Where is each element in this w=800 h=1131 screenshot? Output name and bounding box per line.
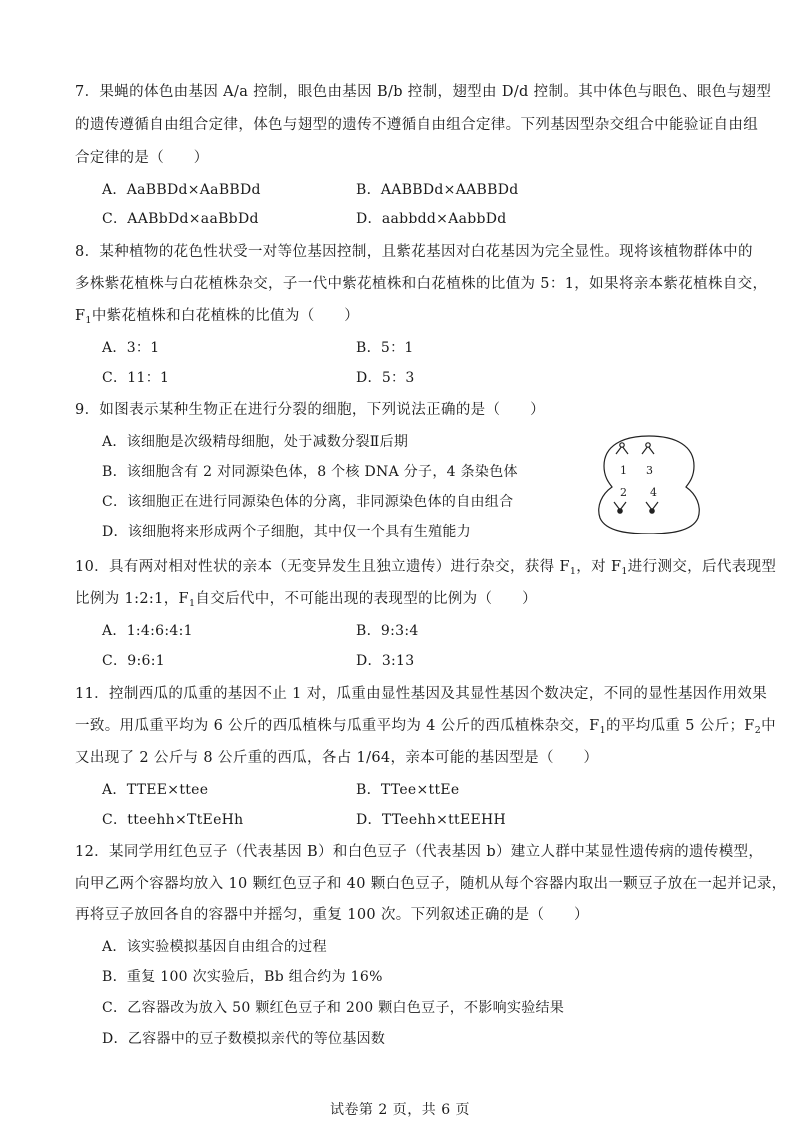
q10-option-d[interactable]: D．3:13	[356, 653, 415, 669]
chromosome-2	[614, 502, 626, 513]
q7-option-c[interactable]: C．AABbDd×aaBbDd	[102, 211, 259, 227]
chromosome-label-4: 4	[650, 486, 657, 499]
q11-stem-line2: 一致。用瓜重平均为 6 公斤的西瓜植株与瓜重平均为 4 公斤的西瓜植株杂交，$F_1$的平均瓜重 5 公斤；$F_2$中	[75, 718, 776, 736]
q12-stem-line2: 向甲乙两个容器均放入 10 颗红色豆子和 40 颗白色豆子，随机从每个容器内取出一颗豆子放在一起并记录，	[75, 876, 787, 892]
q11-option-c[interactable]: C．tteehh×TtEeHh	[102, 812, 244, 828]
q12-option-a[interactable]: A．该实验模拟基因自由组合的过程	[102, 939, 327, 955]
cell-membrane	[599, 436, 700, 534]
page-footer: 试卷第 2 页，共 6 页	[329, 1102, 471, 1118]
q12-stem-line3: 再将豆子放回各自的容器中并摇匀，重复 100 次。下列叙述正确的是（ ）	[75, 907, 589, 923]
chromosome-3	[642, 443, 654, 454]
q8-option-b[interactable]: B．5：1	[356, 340, 414, 356]
dividing-cell-figure	[594, 432, 704, 534]
q10-stem-line1: 10．具有两对相对性状的亲本（无变异发生且独立遗传）进行杂交，获得 $F_1$，对 $F_1$进行测交，后代表现型	[75, 559, 777, 577]
q8-option-c[interactable]: C．11：1	[102, 370, 170, 386]
q9-option-d[interactable]: D．该细胞将来形成两个子细胞，其中仅一个具有生殖能力	[102, 524, 472, 540]
q11-stem-line1: 11．控制西瓜的瓜重的基因不止 1 对，瓜重由显性基因及其显性基因个数决定，不同的显性基因作用效果	[75, 686, 768, 702]
q11-option-d[interactable]: D．TTeehh×ttEEHH	[356, 812, 507, 828]
q11-option-b[interactable]: B．TTee×ttEe	[356, 782, 460, 798]
q11-stem-line3: 又出现了 2 公斤与 8 公斤重的西瓜，各占 1/64，亲本可能的基因型是（ ）	[75, 750, 599, 766]
q8-stem-line2: 多株紫花植株与白花植株杂交，子一代中紫花植株和白花植株的比值为 5：1，如果将亲本紫花植株自交，	[75, 276, 768, 292]
q10-option-c[interactable]: C．9:6:1	[102, 653, 165, 669]
q9-option-a[interactable]: A．该细胞是次级精母细胞，处于减数分裂Ⅱ后期	[102, 434, 409, 450]
q8-option-d[interactable]: D．5：3	[356, 370, 415, 386]
chromosome-label-2: 2	[620, 486, 627, 499]
q7-stem-line3: 合定律的是（ ）	[75, 150, 209, 166]
q10-option-b[interactable]: B．9:3:4	[356, 623, 419, 639]
q12-option-d[interactable]: D．乙容器中的豆子数模拟亲代的等位基因数	[102, 1031, 386, 1047]
q8-stem-line3: $F_1$中紫花植株和白花植株的比值为（ ）	[75, 308, 360, 326]
q11-option-a[interactable]: A．TTEE×ttee	[102, 782, 209, 798]
chromosome-label-3: 3	[646, 464, 653, 477]
q8-stem-line1: 8．某种植物的花色性状受一对等位基因控制，且紫花基因对白花基因为完全显性。现将该植物群体中的	[75, 244, 753, 260]
q9-option-b[interactable]: B．该细胞含有 2 对同源染色体，8 个核 DNA 分子，4 条染色体	[102, 464, 518, 480]
q7-option-b[interactable]: B．AABBDd×AABBDd	[356, 182, 519, 198]
q7-stem-line2: 的遗传遵循自由组合定律，体色与翅型的遗传不遵循自由组合定律。下列基因型杂交组合中能验证自由组	[75, 117, 759, 133]
q9-stem-line1: 9．如图表示某种生物正在进行分裂的细胞，下列说法正确的是（ ）	[75, 402, 545, 418]
q12-option-b[interactable]: B．重复 100 次实验后，Bb 组合约为 16%	[102, 969, 383, 985]
q10-option-a[interactable]: A．1:4:6:4:1	[102, 623, 193, 639]
q12-stem-line1: 12．某同学用红色豆子（代表基因 B）和白色豆子（代表基因 b）建立人群中某显性遗传病的遗传模型，	[75, 844, 764, 860]
chromosome-label-1: 1	[620, 464, 627, 477]
chromosome-4	[646, 502, 658, 513]
q10-stem-line2: 比例为 1:2:1，$F_1$自交后代中，不可能出现的表现型的比例为（ ）	[75, 591, 537, 609]
q12-option-c[interactable]: C．乙容器改为放入 50 颗红色豆子和 200 颗白色豆子，不影响实验结果	[102, 1000, 565, 1016]
q7-option-d[interactable]: D．aabbdd×AabbDd	[356, 211, 507, 227]
chromosome-1	[616, 443, 628, 454]
q7-option-a[interactable]: A．AaBBDd×AaBBDd	[102, 182, 261, 198]
q9-option-c[interactable]: C．该细胞正在进行同源染色体的分离，非同源染色体的自由组合	[102, 494, 514, 510]
q8-option-a[interactable]: A．3：1	[102, 340, 160, 356]
q7-stem-line1: 7．果蝇的体色由基因 A/a 控制，眼色由基因 B/b 控制，翅型由 D/d 控制。其中体色与眼色、眼色与翅型	[75, 84, 772, 100]
